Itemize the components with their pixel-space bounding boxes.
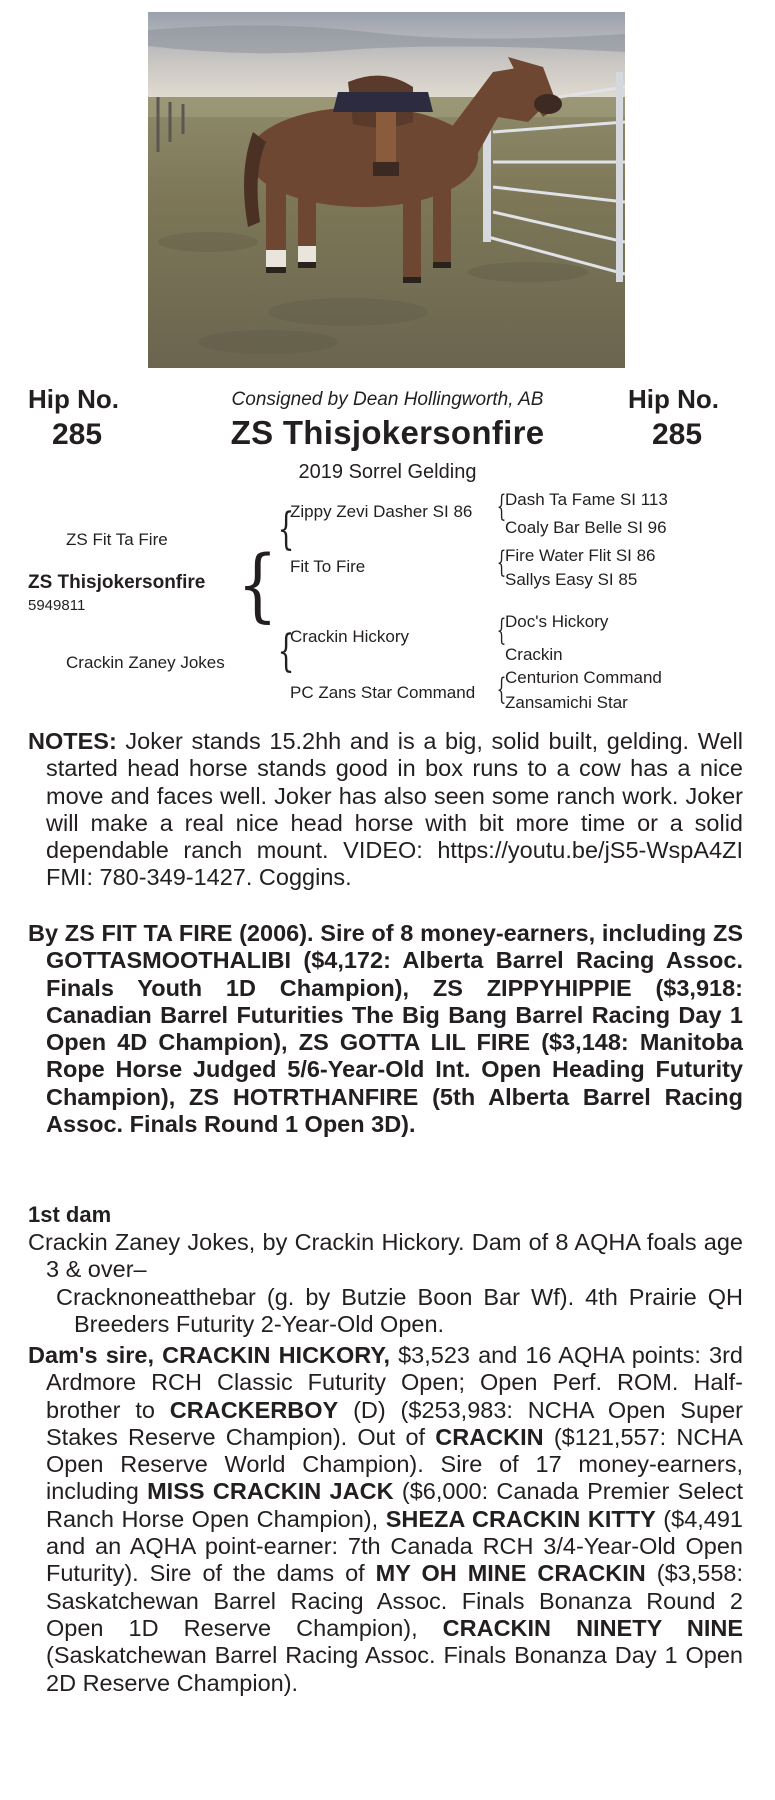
sire-paragraph [28,920,743,1138]
horse-photo [148,12,625,368]
pedigree-ggp-4: Sallys Easy SI 85 [505,570,638,589]
pedigree-brace-ggp4: { [496,672,507,707]
hip-label-left: Hip No. [28,384,119,414]
horse-description: 2019 Sorrel Gelding [298,461,477,483]
consignor: Consigned by Dean Hollingworth, AB [231,389,544,410]
horse-name: ZS Thisjokersonfire [230,414,545,451]
pedigree-dam-sire: Crackin Hickory [290,627,410,646]
pedigree-sire: ZS Fit Ta Fire [66,530,168,549]
dams-sire-t13: CRACKIN NINETY NINE [442,1614,744,1641]
pedigree-ggp-3: Fire Water Flit SI 86 [505,546,656,565]
dams-sire-t9: SHEZA CRACKIN KITTY [385,1505,656,1532]
pedigree-ggp-7: Centurion Command [505,668,662,687]
first-dam-paragraph [28,1229,743,1338]
dams-sire-t1: Dam's sire, CRACKIN HICKORY, [28,1342,390,1368]
pedigree-ggp-5: Doc's Hickory [505,612,609,631]
pedigree-dam: Crackin Zaney Jokes [66,653,225,672]
pedigree-registration: 5949811 [28,597,86,614]
dams-sire-t8: ($6,000: Canada Premier Select Ranch Horse Open Champion), [46,1478,743,1532]
dams-sire-t7: MISS CRACKIN JACK [147,1478,394,1505]
pedigree-brace-main: { [237,538,278,631]
pedigree-ggp-2: Coaly Bar Belle SI 96 [505,518,667,537]
pedigree-sire-dam: Fit To Fire [290,557,366,576]
dams-sire-t2: $3,523 and 16 AQHA points: 3rd Ardmore RCH Classic Futurity Open; Open Perf. ROM. Half-brother to [46,1342,744,1423]
pedigree-subject: ZS Thisjokersonfire [28,572,206,593]
dams-sire-t6: ($121,557: NCHA Open Reserve World Champion). Sire of 17 money-earners, including [46,1423,743,1505]
pedigree-brace-ggp3: { [496,613,507,648]
notes-text: Joker stands 15.2hh and is a big, solid built, gelding. Well started head horse stands good in box runs to a cow has a nice move and faces well. Joker has also seen some ranch work. Joker will make a real nice head horse with bit more time or a solid dependable ranch mount. VIDEO: https://youtu.be/jS5-WspA4ZI FMI: 780-349-1427. Coggins. [46,728,743,891]
pedigree-ggp-1: Dash Ta Fame SI 113 [505,490,668,509]
dams-sire-t4: (D) ($253,983: NCHA Open Super Stakes Reserve Champion). Out of [46,1396,743,1450]
first-dam-line1: Crackin Zaney Jokes, by Crackin Hickory. Dam of 8 AQHA foals age 3 & over– [28,1229,743,1283]
pedigree-sire-sire: Zippy Zevi Dasher SI 86 [290,502,473,521]
pedigree-brace-sire: { [277,504,295,555]
dams-sire-t14: (Saskatchewan Barrel Racing Assoc. Finals Bonanza Day 1 Open 2D Reserve Champion). [46,1642,743,1696]
notes-label: NOTES: [28,728,117,754]
first-dam-heading: 1st dam [28,1202,112,1227]
dams-sire-paragraph [28,1342,743,1697]
first-dam-line2: Cracknoneatthebar (g. by Butzie Boon Bar Wf). 4th Prairie QH Breeders Futurity 2-Year-Old Open. [56,1283,743,1337]
pedigree-brace-ggp1: { [496,489,507,524]
pedigree-brace-dam: { [277,626,295,677]
hip-number-left: 285 [52,418,103,451]
dams-sire-t5: CRACKIN [435,1423,544,1450]
hip-label-right: Hip No. [628,384,719,414]
pedigree-ggp-6: Crackin [505,645,563,664]
pedigree-brace-ggp2: { [496,545,507,580]
hip-number-right: 285 [652,418,703,451]
dams-sire-t10: ($4,491 and an AQHA point-earner: 7th Canada RCH 3/4-Year-Old Open Futurity). Sire of the dams of [46,1505,743,1587]
dams-sire-t11: MY OH MINE CRACKIN [375,1560,646,1587]
dams-sire-t3: CRACKERBOY [169,1396,339,1423]
pedigree-dam-dam: PC Zans Star Command [290,683,476,702]
dams-sire-t12: ($3,558: Saskatchewan Barrel Racing Assoc. Finals Bonanza Round 2 Open 1D Reserve Champion), [46,1560,743,1641]
sire-paragraph-text: By ZS FIT TA FIRE (2006). Sire of 8 money-earners, including ZS GOTTASMOOTHALIBI ($4,172: Alberta Barrel Racing Assoc. Finals Youth 1D Champion), ZS ZIPPYHIPPIE ($3,918: Canadian Barrel Futurities The Big Bang Barrel Racing Day 1 Open 4D Champion), ZS GOTTA LIL FIRE ($3,148: Manitoba Rope Horse Judged 5/6-Year-Old Int. Open Heading Futurity Champion), ZS HOTRTHANFIRE (5th Alberta Barrel Racing Assoc. Finals Round 1 Open 3D). [28,920,743,1138]
pedigree-ggp-8: Zansamichi Star [505,693,628,712]
notes-paragraph [28,728,743,892]
